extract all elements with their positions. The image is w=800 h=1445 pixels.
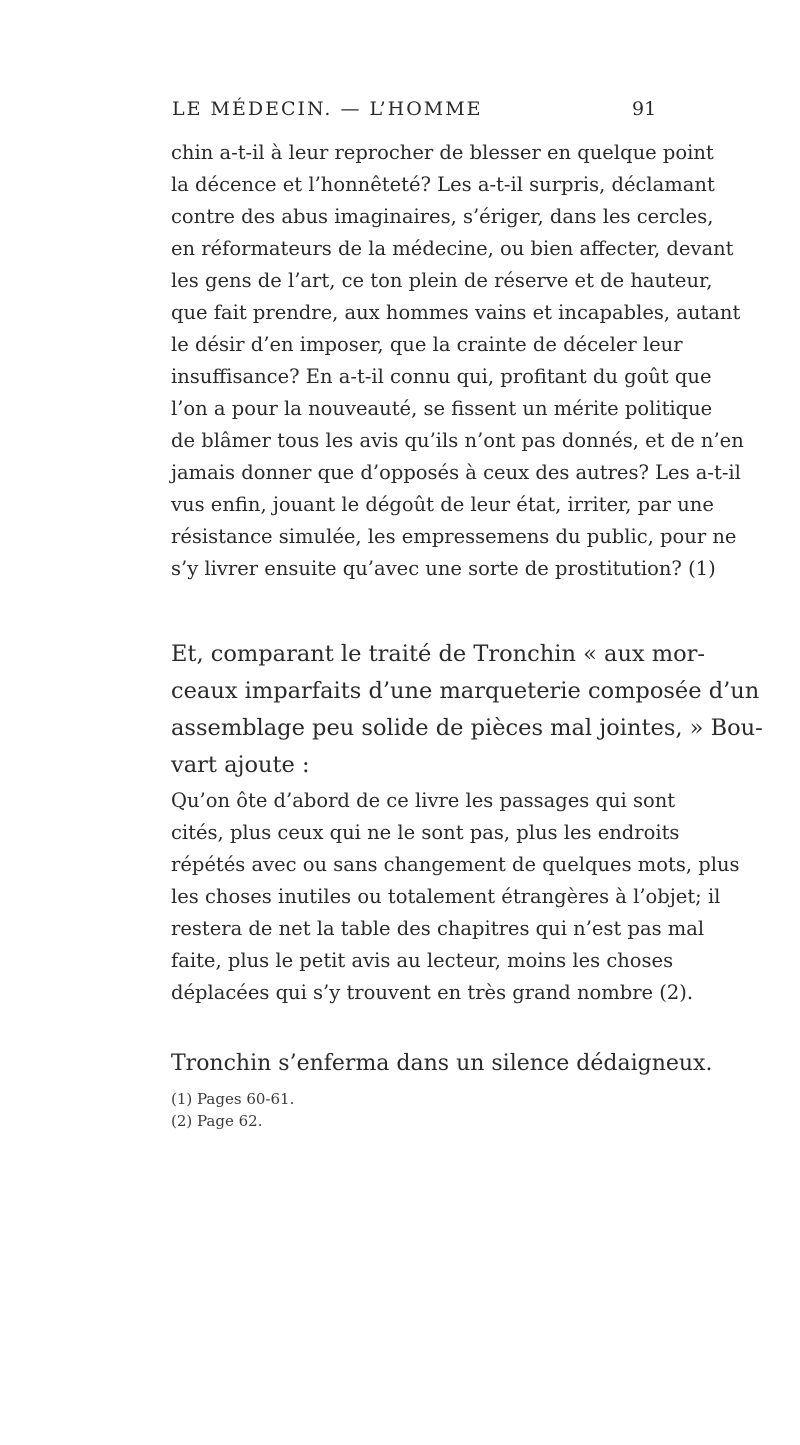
text-line: jamais donner que d’opposés à ceux des autres? Les a-t-il (171, 461, 741, 484)
footnotes (171, 1088, 294, 1132)
text-line: les gens de l’art, ce ton plein de réserve et de hauteur, (171, 269, 713, 292)
running-title: LE MÉDECIN. — L’HOMME (172, 98, 483, 120)
text-line: les choses inutiles ou totalement étrangères à l’objet; il (171, 885, 721, 908)
footnote: (2) Page 62. (171, 1112, 263, 1130)
text-line: que fait prendre, aux hommes vains et incapables, autant (171, 301, 741, 324)
text-line: insuffisance? En a-t-il connu qui, profitant du goût que (171, 365, 712, 388)
text-line: résistance simulée, les empressemens du public, pour ne (171, 525, 737, 548)
page-number: 91 (632, 98, 657, 120)
text-line: répétés avec ou sans changement de quelques mots, plus (171, 853, 740, 876)
running-header (172, 98, 657, 120)
text-line: vart ajoute : (171, 752, 310, 778)
text-line: contre des abus imaginaires, s’ériger, dans les cercles, (171, 205, 714, 228)
paragraph-comparison (171, 636, 763, 784)
text-line: Tronchin s’enferma dans un silence dédaigneux. (171, 1051, 713, 1076)
text-line: faite, plus le petit avis au lecteur, moins les choses (171, 949, 674, 972)
text-line: déplacées qui s’y trouvent en très grand nombre (2). (171, 981, 694, 1004)
text-line: vus enfin, jouant le dégoût de leur état, irriter, par une (171, 493, 714, 516)
text-line: le désir d’en imposer, que la crainte de déceler leur (171, 333, 683, 356)
paragraph-quotation (171, 785, 740, 1009)
text-line: en réformateurs de la médecine, ou bien affecter, devant (171, 237, 734, 260)
text-line: restera de net la table des chapitres qui n’est pas mal (171, 917, 705, 940)
text-line: s’y livrer ensuite qu’avec une sorte de prostitution? (1) (171, 557, 716, 580)
text-line: l’on a pour la nouveauté, se fissent un mérite politique (171, 397, 713, 420)
paragraph-conclusion (171, 1046, 713, 1082)
text-line: la décence et l’honnêteté? Les a-t-il surpris, déclamant (171, 173, 715, 196)
text-line: chin a-t-il à leur reprocher de blesser en quelque point (171, 141, 714, 164)
text-line: de blâmer tous les avis qu’ils n’ont pas donnés, et de n’en (171, 429, 744, 452)
paragraph-rhetorical-questions (171, 137, 744, 585)
text-line: Et, comparant le traité de Tronchin « aux mor- (171, 641, 706, 667)
text-line: ceaux imparfaits d’une marqueterie composée d’un (171, 678, 760, 704)
text-line: Qu’on ôte d’abord de ce livre les passages qui sont (171, 789, 676, 812)
text-line: assemblage peu solide de pièces mal jointes, » Bou- (171, 715, 763, 741)
footnote: (1) Pages 60-61. (171, 1090, 295, 1108)
text-line: cités, plus ceux qui ne le sont pas, plus les endroits (171, 821, 680, 844)
